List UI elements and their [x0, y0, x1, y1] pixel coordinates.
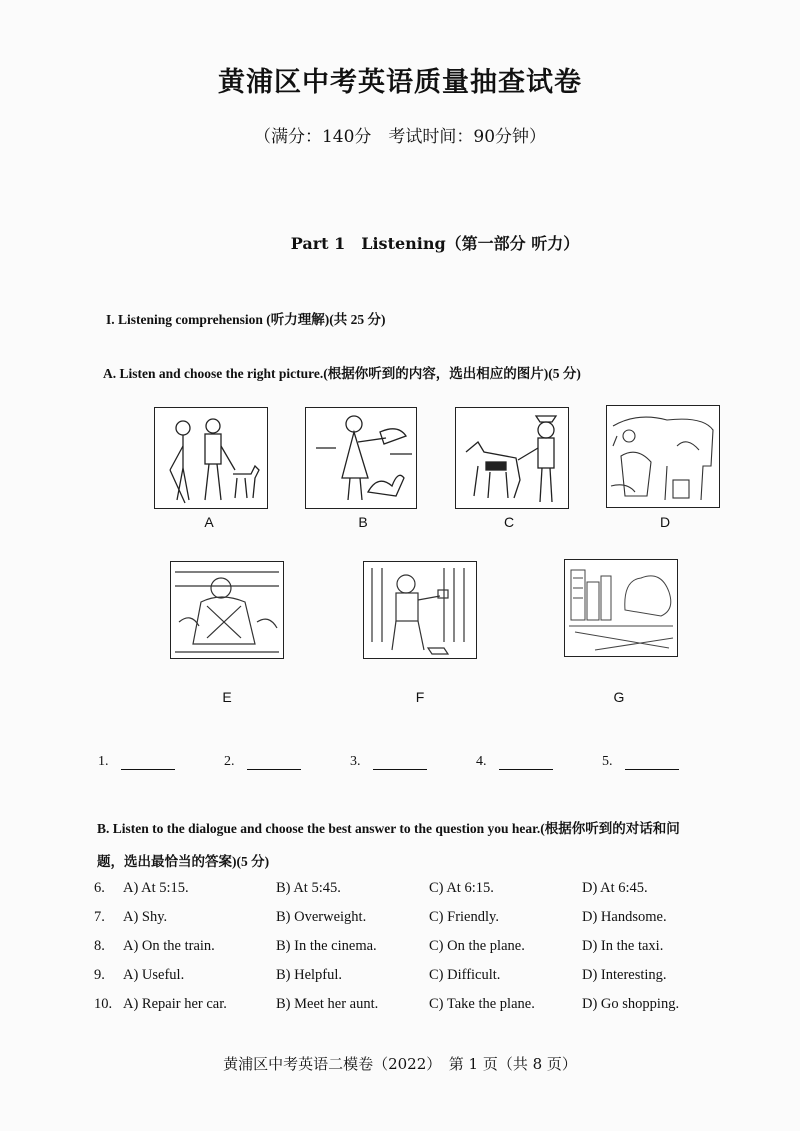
option-b[interactable]: B) Meet her aunt.: [276, 996, 379, 1012]
question-row: [94, 967, 794, 987]
section-heading: I. Listening comprehension (听力理解)(共 25 分): [106, 312, 386, 327]
child-in-car-seat-icon: [171, 562, 283, 658]
question-row: [94, 938, 794, 958]
option-d[interactable]: D) Interesting.: [582, 967, 667, 983]
option-a[interactable]: A) On the train.: [123, 938, 215, 954]
option-d[interactable]: D) In the taxi.: [582, 938, 664, 954]
section-a-heading: A. Listen and choose the right picture.(根据你听到的内容，选出相应的图片)(5 分): [103, 366, 581, 381]
picture-label-e: E: [222, 689, 232, 705]
option-a[interactable]: A) Useful.: [123, 967, 185, 983]
question-number: 8.: [94, 938, 105, 954]
page-footer: 黄浦区中考英语二模卷（2022） 第 1 页（共 8 页）: [223, 1055, 577, 1073]
question-number: 10.: [94, 996, 113, 1012]
blank-number: 4.: [476, 754, 487, 769]
picture-label-d: D: [659, 514, 671, 530]
answer-blank[interactable]: [247, 755, 301, 770]
picture-e: [170, 561, 284, 659]
picture-g: [564, 559, 678, 657]
answer-blank[interactable]: [373, 755, 427, 770]
city-park-scene-icon: [565, 560, 677, 656]
answer-blank[interactable]: [121, 755, 175, 770]
option-a[interactable]: A) Shy.: [123, 909, 168, 925]
picture-c: [455, 407, 569, 509]
option-d[interactable]: D) Handsome.: [582, 909, 667, 925]
option-c[interactable]: C) At 6:15.: [429, 880, 494, 896]
picture-d: [606, 405, 720, 508]
picture-f: [363, 561, 477, 659]
blank-number: 2.: [224, 754, 235, 769]
question-number: 9.: [94, 967, 105, 983]
option-c[interactable]: C) Friendly.: [429, 909, 499, 925]
picture-label-f: F: [415, 689, 425, 705]
picture-label-b: B: [358, 514, 368, 530]
question-row: [94, 880, 794, 900]
section-b-heading-line1: B. Listen to the dialogue and choose the best answer to the question you hear.(根据你听到的对话和问: [97, 821, 680, 836]
police-woman-with-dog-icon: [456, 408, 568, 508]
question-number: 7.: [94, 909, 105, 925]
question-list: [94, 880, 794, 1025]
picture-a: [154, 407, 268, 509]
option-b[interactable]: B) At 5:45.: [276, 880, 341, 896]
picture-label-c: C: [503, 514, 515, 530]
picture-label-a: A: [204, 514, 214, 530]
option-b[interactable]: B) In the cinema.: [276, 938, 377, 954]
option-a[interactable]: A) Repair her car.: [123, 996, 227, 1012]
option-b[interactable]: B) Helpful.: [276, 967, 343, 983]
option-b[interactable]: B) Overweight.: [276, 909, 367, 925]
question-row: [94, 996, 794, 1016]
farmer-milking-cow-icon: [607, 406, 719, 507]
answer-blank[interactable]: [499, 755, 553, 770]
option-a[interactable]: A) At 5:15.: [123, 880, 189, 896]
exam-title: 黄浦区中考英语质量抽查试卷: [218, 67, 582, 98]
option-c[interactable]: C) Take the plane.: [429, 996, 535, 1012]
answer-blanks-row: [98, 754, 725, 770]
picture-label-g: G: [613, 689, 625, 705]
question-row: [94, 909, 794, 929]
exam-subtitle: （满分：140分 考试时间：90分钟）: [253, 127, 547, 147]
question-number: 6.: [94, 880, 105, 896]
option-d[interactable]: D) At 6:45.: [582, 880, 648, 896]
answer-blank[interactable]: [625, 755, 679, 770]
option-c[interactable]: C) On the plane.: [429, 938, 525, 954]
boy-painting-fence-icon: [364, 562, 476, 658]
part-heading: Part 1 Listening（第一部分 听力）: [290, 234, 580, 253]
option-c[interactable]: C) Difficult.: [429, 967, 501, 983]
blank-number: 5.: [602, 754, 613, 769]
option-d[interactable]: D) Go shopping.: [582, 996, 680, 1012]
blank-number: 1.: [98, 754, 109, 769]
picture-b: [305, 407, 417, 509]
blind-man-with-guide-dog-icon: [155, 408, 267, 508]
blank-number: 3.: [350, 754, 361, 769]
girl-feeding-goose-icon: [306, 408, 416, 508]
section-b-heading-line2: 题，选出最恰当的答案)(5 分): [97, 854, 270, 869]
